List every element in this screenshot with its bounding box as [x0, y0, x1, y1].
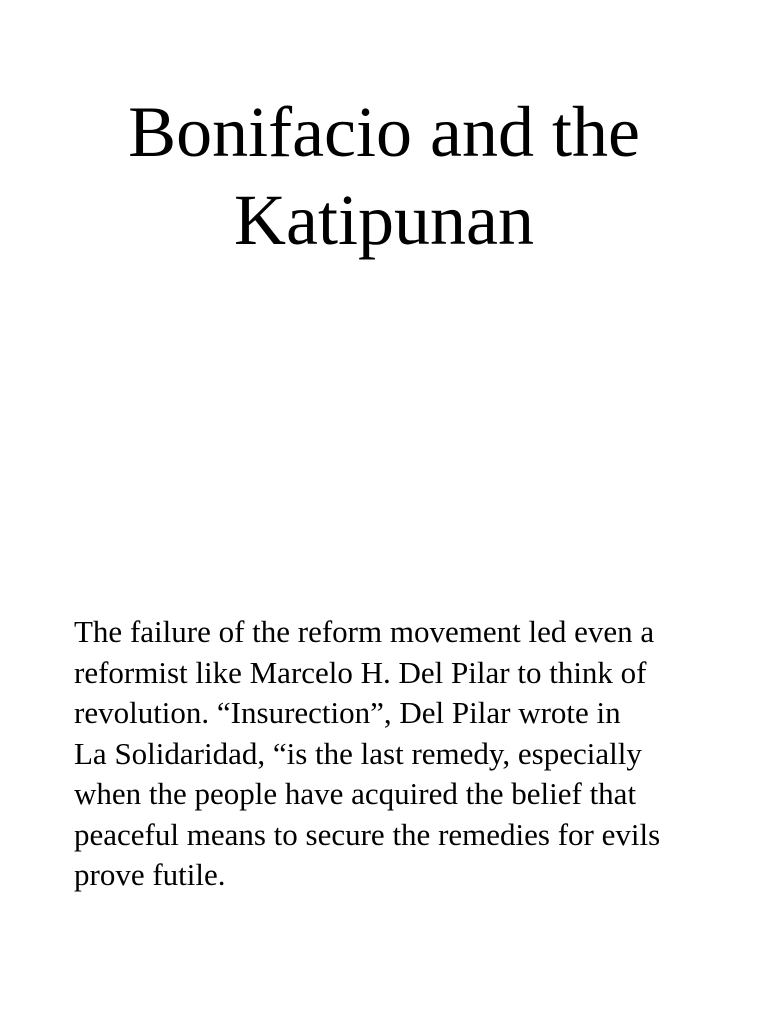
- slide-title-line: Katipunan: [234, 180, 534, 260]
- body-line: prove futile.: [74, 857, 226, 892]
- slide-body-text: [74, 612, 744, 896]
- body-line: revolution. “Insurection”, Del Pilar wrote in: [74, 695, 621, 730]
- body-line: when the people have acquired the belief that: [74, 776, 637, 811]
- body-line: reformist like Marcelo H. Del Pilar to think of: [74, 654, 647, 690]
- slide-title-line: Bonifacio and the: [128, 92, 640, 172]
- body-line: The failure of the reform movement led even a: [74, 614, 655, 649]
- body-line: peaceful means to secure the remedies for evils: [74, 816, 661, 852]
- body-line: La Solidaridad, “is the last remedy, especially: [74, 735, 642, 771]
- slide-title: [0, 88, 768, 264]
